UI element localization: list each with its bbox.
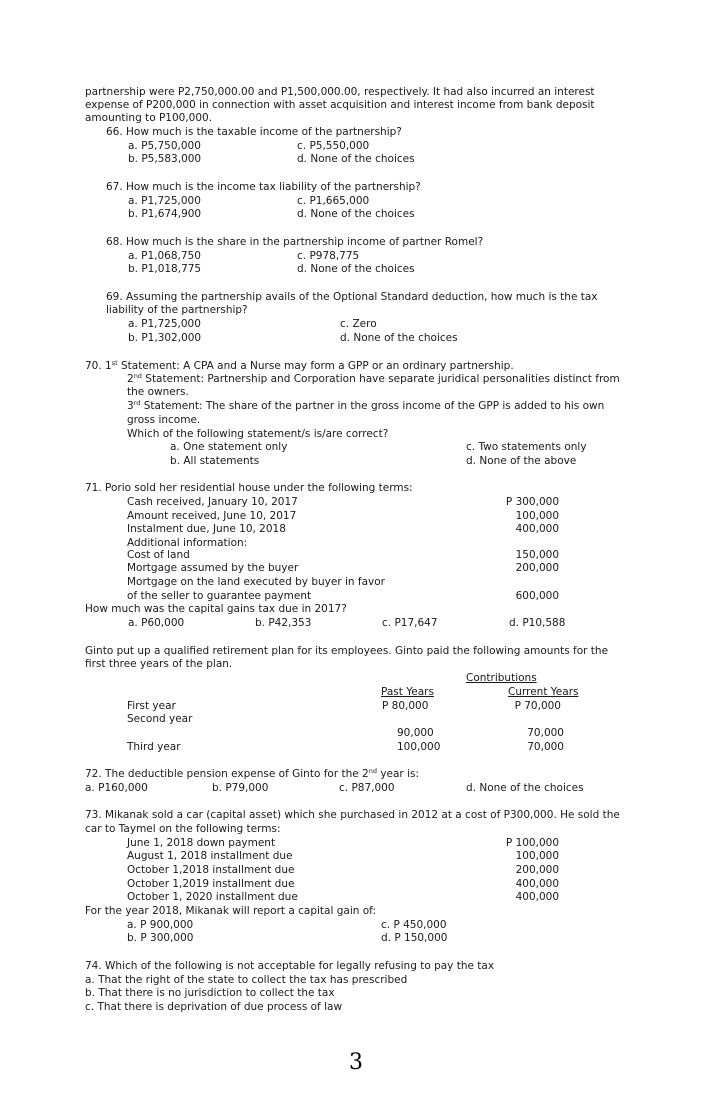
- q66-choice-a: a. P5,750,000: [128, 140, 201, 152]
- q69-choice-c: c. Zero: [340, 318, 377, 330]
- q70-statement-2-cont: the owners.: [127, 386, 189, 398]
- q70-statement-2: 2nd Statement: Partnership and Corporation have separate juridical personalities distinct from: [127, 372, 620, 385]
- first-year-current: P 70,000: [514, 700, 561, 712]
- current-years-header: Current Years: [508, 686, 579, 698]
- second-year-past: 90,000: [397, 727, 434, 739]
- past-years-header: Past Years: [381, 686, 434, 698]
- q73-choice-b: b. P 300,000: [127, 932, 194, 944]
- q68-choice-b: b. P1,018,775: [128, 263, 202, 275]
- q71-row-label: of the seller to guarantee payment: [127, 590, 312, 602]
- q71-row-value: 600,000: [515, 590, 559, 602]
- q70-statement-3-cont: gross income.: [127, 414, 201, 426]
- q71-question: How much was the capital gains tax due in 2017?: [85, 603, 347, 615]
- q71-row-value: 100,000: [515, 510, 559, 522]
- q70-choice-a: a. One statement only: [170, 441, 288, 453]
- q73-row-value: 200,000: [515, 864, 559, 876]
- third-year-current: 70,000: [527, 741, 564, 753]
- q70-statement-3: 3rd Statement: The share of the partner in the gross income of the GPP is added to his own: [127, 399, 605, 412]
- q73-row-value: 100,000: [515, 850, 559, 862]
- q70-statement-1: 70. 1st Statement: A CPA and a Nurse may form a GPP or an ordinary partnership.: [85, 359, 514, 372]
- q73-row-value: 400,000: [515, 891, 559, 903]
- q74-stem: 74. Which of the following is not acceptable for legally refusing to pay the tax: [85, 960, 495, 972]
- q74-choice-a: a. That the right of the state to collect the tax has prescribed: [85, 974, 408, 986]
- intro-line-1: partnership were P2,750,000.00 and P1,500,000.00, respectively. It had also incurred an interest: [85, 86, 595, 98]
- q70-choice-c: c. Two statements only: [466, 441, 587, 453]
- page-number: 3: [349, 1050, 363, 1075]
- q71-choice-d: d. P10,588: [509, 617, 566, 629]
- q73-stem-line-1: 73. Mikanak sold a car (capital asset) which she purchased in 2012 at a cost of P300,000. He sold the: [85, 809, 620, 821]
- q67-choice-c: c. P1,665,000: [297, 195, 370, 207]
- q73-question: For the year 2018, Mikanak will report a capital gain of:: [85, 905, 377, 917]
- q66-choice-b: b. P5,583,000: [128, 153, 202, 165]
- q69-choice-b: b. P1,302,000: [128, 332, 202, 344]
- q67-choice-d: d. None of the choices: [297, 208, 415, 220]
- q69-stem-line-1: 69. Assuming the partnership avails of the Optional Standard deduction, how much is the tax: [106, 291, 598, 303]
- first-year-past: P 80,000: [382, 700, 429, 712]
- q71-choice-c: c. P17,647: [382, 617, 438, 629]
- q66-choice-d: d. None of the choices: [297, 153, 415, 165]
- q71-row-label: Mortgage assumed by the buyer: [127, 562, 299, 574]
- q73-row-label: August 1, 2018 installment due: [127, 850, 293, 862]
- q68-choice-c: c. P978,775: [297, 250, 360, 262]
- q73-choice-d: d. P 150,000: [381, 932, 448, 944]
- q69-stem-line-2: liability of the partnership?: [106, 304, 248, 316]
- q68-choice-d: d. None of the choices: [297, 263, 415, 275]
- q71-row-value: P 300,000: [505, 496, 559, 508]
- second-year-current: 70,000: [527, 727, 564, 739]
- q73-choice-a: a. P 900,000: [127, 919, 194, 931]
- q71-row-value: 400,000: [515, 523, 559, 535]
- q71-row-label: Additional information:: [127, 537, 248, 549]
- q67-stem: 67. How much is the income tax liability of the partnership?: [106, 181, 421, 193]
- intro-line-2: expense of P200,000 in connection with asset acquisition and interest income from bank deposit: [85, 99, 595, 111]
- q72-choice-c: c. P87,000: [339, 782, 395, 794]
- q73-row-value: 400,000: [515, 878, 559, 890]
- q72-stem: 72. The deductible pension expense of Ginto for the 2nd year is:: [85, 767, 420, 780]
- q68-choice-a: a. P1,068,750: [128, 250, 201, 262]
- q71-row-value: 150,000: [515, 549, 559, 561]
- third-year-label: Third year: [127, 741, 181, 753]
- ginto-intro-line-1: Ginto put up a qualified retirement plan for its employees. Ginto paid the following amounts for the: [85, 645, 609, 657]
- q67-choice-b: b. P1,674,900: [128, 208, 202, 220]
- q70-choice-b: b. All statements: [170, 455, 260, 467]
- q73-row-label: October 1,2018 installment due: [127, 864, 295, 876]
- q71-row-label: Amount received, June 10, 2017: [127, 510, 297, 522]
- q73-row-label: June 1, 2018 down payment: [127, 837, 276, 849]
- q73-choice-c: c. P 450,000: [381, 919, 447, 931]
- q71-row-label: Mortgage on the land executed by buyer in favor: [127, 576, 385, 588]
- q66-choice-c: c. P5,550,000: [297, 140, 370, 152]
- q71-row-label: Cash received, January 10, 2017: [127, 496, 298, 508]
- q73-row-label: October 1, 2020 installment due: [127, 891, 298, 903]
- q71-row-label: Instalment due, June 10, 2018: [127, 523, 286, 535]
- q71-row-value: 200,000: [515, 562, 559, 574]
- q70-question: Which of the following statement/s is/are correct?: [127, 428, 389, 440]
- q74-choice-c: c. That there is deprivation of due process of law: [85, 1001, 343, 1013]
- q73-row-label: October 1,2019 installment due: [127, 878, 295, 890]
- q68-stem: 68. How much is the share in the partnership income of partner Romel?: [106, 236, 484, 248]
- q71-row-label: Cost of land: [127, 549, 190, 561]
- third-year-past: 100,000: [397, 741, 441, 753]
- q69-choice-d: d. None of the choices: [340, 332, 458, 344]
- contributions-header: Contributions: [466, 672, 537, 684]
- q73-stem-line-2: car to Taymel on the following terms:: [85, 823, 281, 835]
- q69-choice-a: a. P1,725,000: [128, 318, 201, 330]
- first-year-label: First year: [127, 700, 176, 712]
- q74-choice-b: b. That there is no jurisdiction to collect the tax: [85, 987, 335, 999]
- q72-choice-b: b. P79,000: [212, 782, 269, 794]
- q71-stem: 71. Porio sold her residential house under the following terms:: [85, 482, 413, 494]
- q72-choice-a: a. P160,000: [85, 782, 148, 794]
- second-year-label: Second year: [127, 713, 193, 725]
- q70-choice-d: d. None of the above: [466, 455, 577, 467]
- q67-choice-a: a. P1,725,000: [128, 195, 201, 207]
- q73-row-value: P 100,000: [505, 837, 559, 849]
- intro-line-3: amounting to P100,000.: [85, 112, 213, 124]
- q71-choice-b: b. P42,353: [255, 617, 312, 629]
- q71-choice-a: a. P60,000: [128, 617, 185, 629]
- q72-choice-d: d. None of the choices: [466, 782, 584, 794]
- ginto-intro-line-2: first three years of the plan.: [85, 658, 233, 670]
- q66-stem: 66. How much is the taxable income of the partnership?: [106, 126, 402, 138]
